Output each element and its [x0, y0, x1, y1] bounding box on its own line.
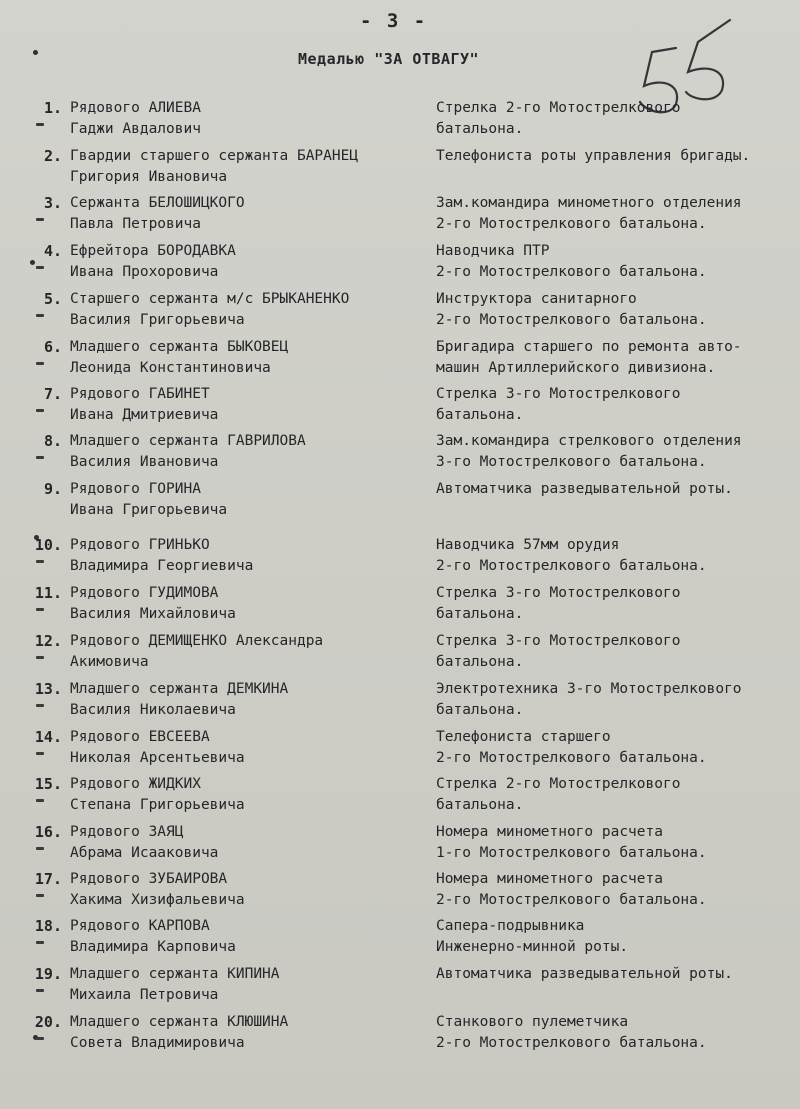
first-name-patronymic: Степана Григорьевича	[70, 797, 245, 813]
award-entry	[0, 1012, 800, 1058]
position-line-2: 2-го Мотострелкового батальона.	[436, 750, 707, 766]
rank-and-surname: Рядового ГУДИМОВА	[70, 585, 219, 601]
entry-number: 2.	[43, 147, 62, 165]
entry-number: 19.	[34, 965, 62, 983]
position-line-1: Наводчика 57мм орудия	[436, 537, 620, 553]
first-name-patronymic: Василия Николаевича	[70, 702, 236, 718]
first-name-patronymic: Ивана Прохоровича	[70, 264, 219, 280]
award-entry	[0, 98, 800, 144]
rank-and-surname: Рядового ГАБИНЕТ	[70, 386, 210, 402]
position-line-1: Автоматчика разведывательной роты.	[436, 966, 733, 982]
award-title: Медалью "ЗА ОТВАГУ"	[298, 50, 480, 68]
position-line-1: Сапера-подрывника	[436, 918, 585, 934]
position-line-1: Стрелка 3-го Мотострелкового	[436, 386, 681, 402]
tick-mark	[36, 314, 44, 317]
first-name-patronymic: Акимовича	[70, 654, 149, 670]
award-entry	[0, 479, 800, 525]
rank-and-surname: Рядового ГРИНЬКО	[70, 537, 210, 553]
position-line-2: батальона.	[436, 797, 524, 813]
position-line-2: батальона.	[436, 121, 524, 137]
tick-mark	[36, 362, 44, 365]
position-line-2: 2-го Мотострелкового батальона.	[436, 892, 707, 908]
award-entry	[0, 964, 800, 1010]
entry-number: 6.	[43, 338, 62, 356]
position-line-2: батальона.	[436, 702, 524, 718]
entry-number: 7.	[43, 385, 62, 403]
first-name-patronymic: Николая Арсентьевича	[70, 750, 245, 766]
position-line-1: Электротехника 3-го Мотострелкового	[436, 681, 742, 697]
award-entry	[0, 727, 800, 773]
tick-mark	[36, 123, 44, 126]
entry-number: 12.	[34, 632, 62, 650]
position-line-2: 2-го Мотострелкового батальона.	[436, 216, 707, 232]
position-line-1: Телефониста роты управления бригады.	[436, 148, 751, 164]
position-line-1: Номера минометного расчета	[436, 871, 663, 887]
entry-number: 3.	[43, 194, 62, 212]
position-line-1: Наводчика ПТР	[436, 243, 550, 259]
entry-number: 14.	[34, 728, 62, 746]
tick-mark	[36, 799, 44, 802]
position-line-2: 1-го Мотострелкового батальона.	[436, 845, 707, 861]
entry-number: 13.	[34, 680, 62, 698]
margin-mark	[33, 50, 38, 55]
first-name-patronymic: Совета Владимировича	[70, 1035, 245, 1051]
entry-number: 11.	[34, 584, 62, 602]
award-entry	[0, 822, 800, 868]
rank-and-surname: Рядового АЛИЕВА	[70, 100, 201, 116]
position-line-1: Стрелка 3-го Мотострелкового	[436, 633, 681, 649]
tick-mark	[36, 894, 44, 897]
tick-mark	[36, 656, 44, 659]
entry-number: 16.	[34, 823, 62, 841]
position-line-2: 2-го Мотострелкового батальона.	[436, 264, 707, 280]
award-entry	[0, 384, 800, 430]
tick-mark	[36, 409, 44, 412]
position-line-2: машин Артиллерийского дивизиона.	[436, 360, 716, 376]
rank-and-surname: Старшего сержанта м/с БРЫКАНЕНКО	[70, 291, 350, 307]
award-entry	[0, 916, 800, 962]
first-name-patronymic: Василия Ивановича	[70, 454, 219, 470]
first-name-patronymic: Михаила Петровича	[70, 987, 219, 1003]
award-entry	[0, 289, 800, 335]
rank-and-surname: Младшего сержанта КИПИНА	[70, 966, 280, 982]
rank-and-surname: Рядового ЖИДКИХ	[70, 776, 201, 792]
tick-mark	[36, 989, 44, 992]
rank-and-surname: Рядового КАРПОВА	[70, 918, 210, 934]
rank-and-surname: Сержанта БЕЛОШИЦКОГО	[70, 195, 245, 211]
tick-mark	[36, 608, 44, 611]
award-entry	[0, 869, 800, 915]
entry-number: 4.	[43, 242, 62, 260]
position-line-1: Номера минометного расчета	[436, 824, 663, 840]
position-line-1: Зам.командира стрелкового отделения	[436, 433, 742, 449]
position-line-1: Телефониста старшего	[436, 729, 611, 745]
entry-number: 8.	[43, 432, 62, 450]
first-name-patronymic: Леонида Константиновича	[70, 360, 271, 376]
position-line-1: Инструктора санитарного	[436, 291, 637, 307]
award-entry	[0, 431, 800, 477]
page-number: - 3 -	[360, 10, 428, 32]
award-entry	[0, 337, 800, 383]
position-line-1: Стрелка 2-го Мотострелкового	[436, 776, 681, 792]
award-entry	[0, 241, 800, 287]
position-line-2: 3-го Мотострелкового батальона.	[436, 454, 707, 470]
tick-mark	[36, 560, 44, 563]
position-line-2: 2-го Мотострелкового батальона.	[436, 558, 707, 574]
first-name-patronymic: Гаджи Авдалович	[70, 121, 201, 137]
tick-mark	[36, 704, 44, 707]
rank-and-surname: Гвардии старшего сержанта БАРАНЕЦ	[70, 148, 359, 164]
position-line-1: Автоматчика разведывательной роты.	[436, 481, 733, 497]
award-entry	[0, 774, 800, 820]
first-name-patronymic: Василия Михайловича	[70, 606, 236, 622]
tick-mark	[36, 1037, 44, 1040]
entry-number: 20.	[34, 1013, 62, 1031]
position-line-1: Бригадира старшего по ремонта авто-	[436, 339, 742, 355]
rank-and-surname: Рядового ЗУБАИРОВА	[70, 871, 228, 887]
position-line-2: Инженерно-минной роты.	[436, 939, 629, 955]
entry-number: 18.	[34, 917, 62, 935]
rank-and-surname: Рядового ЗАЯЦ	[70, 824, 184, 840]
entry-number: 10.	[34, 536, 62, 554]
award-entry	[0, 679, 800, 725]
first-name-patronymic: Василия Григорьевича	[70, 312, 245, 328]
rank-and-surname: Ефрейтора БОРОДАВКА	[70, 243, 236, 259]
first-name-patronymic: Ивана Григорьевича	[70, 502, 228, 518]
tick-mark	[36, 218, 44, 221]
entry-number: 1.	[43, 99, 62, 117]
position-line-1: Станкового пулеметчика	[436, 1014, 629, 1030]
position-line-1: Стрелка 3-го Мотострелкового	[436, 585, 681, 601]
award-entry	[0, 583, 800, 629]
first-name-patronymic: Хакима Хизифальевича	[70, 892, 245, 908]
first-name-patronymic: Ивана Дмитриевича	[70, 407, 219, 423]
position-line-2: батальона.	[436, 606, 524, 622]
first-name-patronymic: Владимира Георгиевича	[70, 558, 254, 574]
tick-mark	[36, 847, 44, 850]
rank-and-surname: Рядового ГОРИНА	[70, 481, 201, 497]
entry-number: 9.	[43, 480, 62, 498]
position-line-2: батальона.	[436, 654, 524, 670]
rank-and-surname: Рядового ЕВСЕЕВА	[70, 729, 210, 745]
first-name-patronymic: Григория Ивановича	[70, 169, 228, 185]
entry-number: 17.	[34, 870, 62, 888]
tick-mark	[36, 456, 44, 459]
entry-number: 5.	[43, 290, 62, 308]
award-entry	[0, 535, 800, 581]
award-entry	[0, 193, 800, 239]
position-line-1: Стрелка 2-го Мотострелкового	[436, 100, 681, 116]
tick-mark	[36, 266, 44, 269]
tick-mark	[36, 752, 44, 755]
position-line-2: 2-го Мотострелкового батальона.	[436, 312, 707, 328]
position-line-2: 2-го Мотострелкового батальона.	[436, 1035, 707, 1051]
tick-mark	[36, 941, 44, 944]
rank-and-surname: Младшего сержанта БЫКОВЕЦ	[70, 339, 289, 355]
position-line-1: Зам.командира минометного отделения	[436, 195, 742, 211]
award-entry	[0, 631, 800, 677]
award-entry	[0, 146, 800, 192]
rank-and-surname: Рядового ДЕМИЩЕНКО Александра	[70, 633, 324, 649]
rank-and-surname: Младшего сержанта ДЕМКИНА	[70, 681, 289, 697]
first-name-patronymic: Владимира Карповича	[70, 939, 236, 955]
rank-and-surname: Младшего сержанта ГАВРИЛОВА	[70, 433, 306, 449]
position-line-2: батальона.	[436, 407, 524, 423]
first-name-patronymic: Абрама Исааковича	[70, 845, 219, 861]
rank-and-surname: Младшего сержанта КЛЮШИНА	[70, 1014, 289, 1030]
entry-number: 15.	[34, 775, 62, 793]
first-name-patronymic: Павла Петровича	[70, 216, 201, 232]
